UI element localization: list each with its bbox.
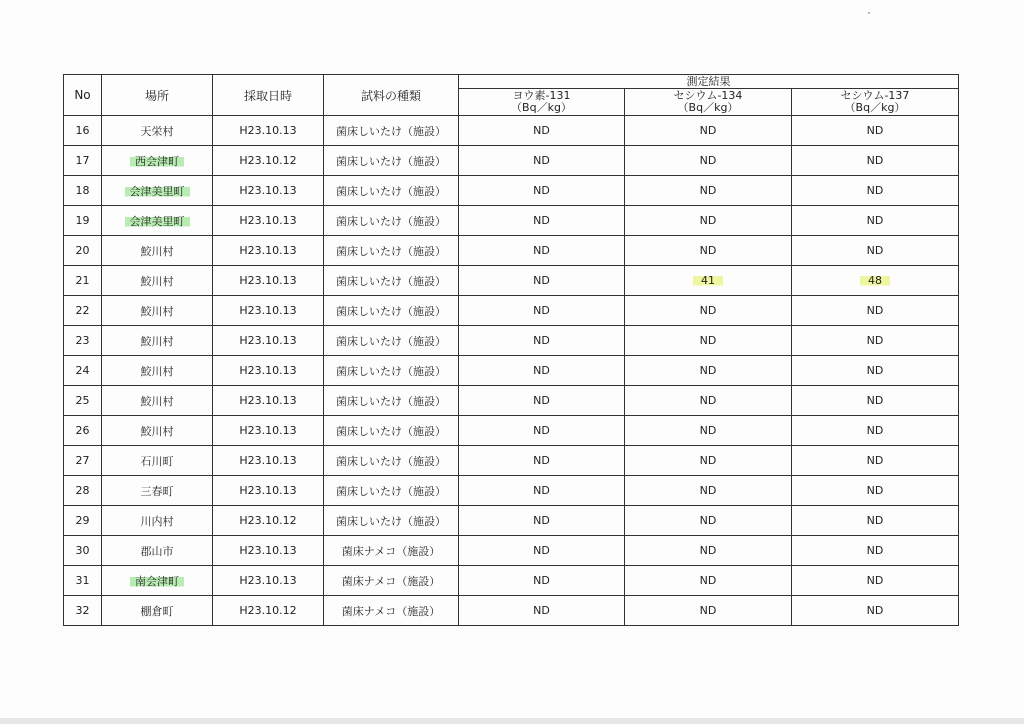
cell-cesium-134-text: ND — [699, 334, 717, 347]
cell-iodine-131 — [459, 356, 625, 386]
table-row — [64, 386, 959, 416]
cell-cesium-134 — [625, 386, 792, 416]
cell-location — [102, 506, 213, 536]
table-row — [64, 176, 959, 206]
cell-location-text: 天栄村 — [140, 124, 174, 138]
table-row — [64, 416, 959, 446]
cell-cesium-137-text: ND — [866, 454, 884, 467]
cell-location — [102, 476, 213, 506]
cell-cesium-134-text: ND — [699, 184, 717, 197]
cell-sample-type-text: 菌床しいたけ（施設） — [336, 274, 446, 288]
cell-location — [102, 566, 213, 596]
cell-iodine-131 — [459, 566, 625, 596]
cell-location — [102, 386, 213, 416]
cell-cesium-137-text: ND — [866, 544, 884, 557]
cell-cesium-134 — [625, 326, 792, 356]
cell-cesium-137-text: ND — [866, 154, 884, 167]
cell-date-text: H23.10.13 — [239, 484, 297, 497]
cell-location — [102, 356, 213, 386]
cell-location-text: 鮫川村 — [140, 304, 174, 318]
cell-date — [213, 506, 324, 536]
cell-sample-type — [324, 146, 459, 176]
cell-date-text: H23.10.13 — [239, 574, 297, 587]
cell-no — [64, 596, 102, 626]
cell-iodine-131-text: ND — [533, 574, 550, 587]
cell-date — [213, 596, 324, 626]
cell-location-text: 南会津町 — [130, 575, 184, 588]
cell-date — [213, 206, 324, 236]
cell-cesium-137 — [792, 146, 959, 176]
cell-iodine-131-text: ND — [533, 604, 550, 617]
cell-date — [213, 446, 324, 476]
cell-cesium-137-text: ND — [866, 364, 884, 377]
cell-no-text: 16 — [75, 124, 90, 137]
cell-location — [102, 176, 213, 206]
cell-date-text: H23.10.13 — [239, 454, 297, 467]
cell-iodine-131-text: ND — [533, 514, 550, 527]
cell-cesium-137 — [792, 176, 959, 206]
cell-iodine-131 — [459, 116, 625, 146]
cell-no-text: 18 — [75, 184, 90, 197]
measurement-results-table — [63, 74, 959, 626]
cell-date-text: H23.10.13 — [239, 364, 297, 377]
cell-cesium-134 — [625, 296, 792, 326]
cell-cesium-137-text: ND — [866, 244, 884, 257]
cell-iodine-131 — [459, 326, 625, 356]
cell-no — [64, 536, 102, 566]
cell-cesium-134 — [625, 506, 792, 536]
cell-cesium-134 — [625, 116, 792, 146]
cell-iodine-131 — [459, 176, 625, 206]
cell-cesium-134 — [625, 596, 792, 626]
table-row — [64, 296, 959, 326]
header-no: No — [64, 75, 102, 116]
cell-sample-type — [324, 206, 459, 236]
cell-cesium-137-text: ND — [866, 574, 884, 587]
cell-cesium-134-text: ND — [699, 214, 717, 227]
cell-cesium-137 — [792, 416, 959, 446]
table-row — [64, 146, 959, 176]
cell-location — [102, 326, 213, 356]
cell-location — [102, 416, 213, 446]
cell-location-text: 会津美里町 — [125, 215, 190, 228]
cell-location — [102, 206, 213, 236]
cell-cesium-137 — [792, 566, 959, 596]
cell-sample-type-text: 菌床しいたけ（施設） — [336, 484, 446, 498]
table-row — [64, 236, 959, 266]
cell-no — [64, 566, 102, 596]
cell-sample-type-text: 菌床しいたけ（施設） — [336, 364, 446, 378]
cell-cesium-137-text: ND — [866, 424, 884, 437]
cell-sample-type — [324, 536, 459, 566]
table-row — [64, 446, 959, 476]
cell-no-text: 27 — [75, 454, 90, 467]
cell-location-text: 郡山市 — [140, 544, 174, 558]
cell-sample-type-text: 菌床しいたけ（施設） — [336, 304, 446, 318]
cell-iodine-131-text: ND — [533, 394, 550, 407]
cell-sample-type — [324, 476, 459, 506]
cell-sample-type — [324, 116, 459, 146]
cell-cesium-137-text: 48 — [860, 274, 890, 287]
cell-no-text: 17 — [75, 154, 90, 167]
cell-cesium-137-text: ND — [866, 514, 884, 527]
cell-location-text: 川内村 — [140, 514, 174, 528]
cell-cesium-134-text: ND — [699, 544, 717, 557]
table-row — [64, 536, 959, 566]
cell-no-text: 28 — [75, 484, 90, 497]
cell-location-text: 西会津町 — [130, 155, 184, 168]
cell-cesium-137-text: ND — [866, 124, 884, 137]
cell-location — [102, 446, 213, 476]
cell-iodine-131-text: ND — [533, 184, 550, 197]
cell-cesium-134-text: ND — [699, 394, 717, 407]
cell-sample-type — [324, 386, 459, 416]
cell-location-text: 鮫川村 — [140, 274, 174, 288]
cell-cesium-137 — [792, 506, 959, 536]
cell-cesium-134 — [625, 356, 792, 386]
scan-bottom-edge — [0, 718, 1024, 724]
header-cesium-134-unit: （Bq／kg） — [677, 101, 739, 114]
cell-date — [213, 116, 324, 146]
cell-cesium-137-text: ND — [866, 214, 884, 227]
cell-sample-type-text: 菌床しいたけ（施設） — [336, 154, 446, 168]
cell-date-text: H23.10.13 — [239, 124, 297, 137]
cell-location — [102, 146, 213, 176]
cell-no — [64, 476, 102, 506]
cell-iodine-131 — [459, 506, 625, 536]
cell-cesium-134-text: ND — [699, 484, 717, 497]
cell-cesium-137-text: ND — [866, 484, 884, 497]
header-iodine-131-label: ヨウ素-131 — [512, 89, 571, 102]
cell-location-text: 棚倉町 — [140, 604, 174, 618]
cell-sample-type — [324, 326, 459, 356]
table-row — [64, 596, 959, 626]
cell-cesium-134 — [625, 176, 792, 206]
cell-sample-type-text: 菌床しいたけ（施設） — [336, 334, 446, 348]
cell-no — [64, 176, 102, 206]
cell-cesium-134 — [625, 146, 792, 176]
cell-iodine-131 — [459, 476, 625, 506]
header-cesium-134 — [625, 89, 792, 116]
cell-no — [64, 356, 102, 386]
cell-cesium-134 — [625, 566, 792, 596]
cell-sample-type-text: 菌床しいたけ（施設） — [336, 394, 446, 408]
cell-cesium-137 — [792, 326, 959, 356]
cell-date — [213, 476, 324, 506]
cell-location — [102, 236, 213, 266]
cell-sample-type — [324, 266, 459, 296]
table-row — [64, 266, 959, 296]
header-sample-type: 試料の種類 — [324, 75, 459, 116]
cell-cesium-134 — [625, 446, 792, 476]
cell-date-text: H23.10.12 — [239, 604, 297, 617]
cell-no — [64, 206, 102, 236]
header-cesium-137-unit: （Bq／kg） — [844, 101, 906, 114]
cell-cesium-134 — [625, 536, 792, 566]
cell-cesium-137-text: ND — [866, 304, 884, 317]
cell-no-text: 23 — [75, 334, 90, 347]
cell-date-text: H23.10.12 — [239, 154, 297, 167]
table-row — [64, 326, 959, 356]
cell-sample-type-text: 菌床ナメコ（施設） — [341, 604, 441, 618]
cell-cesium-134-text: ND — [699, 574, 717, 587]
cell-sample-type-text: 菌床ナメコ（施設） — [341, 574, 441, 588]
cell-location-text: 鮫川村 — [140, 394, 174, 408]
cell-iodine-131 — [459, 386, 625, 416]
cell-no-text: 21 — [75, 274, 90, 287]
cell-cesium-137 — [792, 386, 959, 416]
cell-sample-type-text: 菌床しいたけ（施設） — [336, 124, 446, 138]
cell-sample-type — [324, 176, 459, 206]
cell-cesium-134-text: ND — [699, 304, 717, 317]
cell-no — [64, 506, 102, 536]
header-results-group: 測定結果 — [459, 75, 959, 89]
cell-date-text: H23.10.13 — [239, 394, 297, 407]
cell-cesium-137 — [792, 536, 959, 566]
cell-location-text: 鮫川村 — [140, 244, 174, 258]
cell-cesium-134-text: ND — [699, 154, 717, 167]
cell-date — [213, 236, 324, 266]
cell-no — [64, 386, 102, 416]
cell-iodine-131 — [459, 536, 625, 566]
cell-cesium-134-text: ND — [699, 604, 717, 617]
cell-no-text: 26 — [75, 424, 90, 437]
cell-iodine-131-text: ND — [533, 334, 550, 347]
cell-no — [64, 146, 102, 176]
cell-no-text: 22 — [75, 304, 90, 317]
cell-sample-type — [324, 416, 459, 446]
header-location: 場所 — [102, 75, 213, 116]
cell-location-text: 会津美里町 — [125, 185, 190, 198]
header-date: 採取日時 — [213, 75, 324, 116]
cell-iodine-131 — [459, 416, 625, 446]
cell-cesium-134-text: 41 — [693, 274, 723, 287]
cell-no-text: 19 — [75, 214, 90, 227]
cell-sample-type — [324, 566, 459, 596]
cell-no-text: 29 — [75, 514, 90, 527]
table-row — [64, 566, 959, 596]
cell-no — [64, 266, 102, 296]
cell-cesium-134 — [625, 476, 792, 506]
cell-date — [213, 266, 324, 296]
cell-cesium-137 — [792, 116, 959, 146]
cell-date — [213, 356, 324, 386]
cell-location-text: 鮫川村 — [140, 364, 174, 378]
cell-sample-type — [324, 446, 459, 476]
cell-location — [102, 536, 213, 566]
cell-no — [64, 116, 102, 146]
cell-no-text: 32 — [75, 604, 90, 617]
cell-iodine-131-text: ND — [533, 124, 550, 137]
cell-sample-type — [324, 506, 459, 536]
cell-cesium-137 — [792, 446, 959, 476]
cell-iodine-131-text: ND — [533, 244, 550, 257]
cell-iodine-131-text: ND — [533, 544, 550, 557]
table-row — [64, 116, 959, 146]
cell-no — [64, 236, 102, 266]
cell-location-text: 三春町 — [140, 484, 174, 498]
cell-no — [64, 296, 102, 326]
cell-no — [64, 446, 102, 476]
cell-sample-type-text: 菌床しいたけ（施設） — [336, 184, 446, 198]
cell-cesium-134-text: ND — [699, 514, 717, 527]
cell-cesium-137-text: ND — [866, 334, 884, 347]
cell-sample-type-text: 菌床ナメコ（施設） — [341, 544, 441, 558]
cell-no-text: 24 — [75, 364, 90, 377]
header-cesium-137-label: セシウム-137 — [840, 89, 910, 102]
cell-date-text: H23.10.13 — [239, 334, 297, 347]
cell-date-text: H23.10.12 — [239, 514, 297, 527]
cell-sample-type — [324, 236, 459, 266]
cell-cesium-134-text: ND — [699, 124, 717, 137]
cell-date — [213, 296, 324, 326]
table-row — [64, 476, 959, 506]
cell-date-text: H23.10.13 — [239, 184, 297, 197]
cell-no-text: 25 — [75, 394, 90, 407]
cell-cesium-137-text: ND — [866, 604, 884, 617]
header-cesium-134-label: セシウム-134 — [673, 89, 743, 102]
cell-iodine-131 — [459, 206, 625, 236]
cell-location-text: 石川町 — [140, 454, 174, 468]
cell-date — [213, 566, 324, 596]
scan-speck — [868, 12, 870, 14]
cell-location-text: 鮫川村 — [140, 424, 174, 438]
cell-location — [102, 266, 213, 296]
cell-cesium-137 — [792, 596, 959, 626]
cell-date — [213, 146, 324, 176]
cell-iodine-131 — [459, 146, 625, 176]
cell-sample-type — [324, 296, 459, 326]
cell-cesium-134-text: ND — [699, 244, 717, 257]
cell-iodine-131 — [459, 266, 625, 296]
cell-sample-type-text: 菌床しいたけ（施設） — [336, 424, 446, 438]
cell-iodine-131 — [459, 236, 625, 266]
cell-date-text: H23.10.13 — [239, 304, 297, 317]
cell-iodine-131-text: ND — [533, 274, 550, 287]
cell-iodine-131-text: ND — [533, 454, 550, 467]
cell-cesium-134 — [625, 416, 792, 446]
cell-date-text: H23.10.13 — [239, 244, 297, 257]
cell-iodine-131-text: ND — [533, 304, 550, 317]
cell-date-text: H23.10.13 — [239, 214, 297, 227]
cell-date-text: H23.10.13 — [239, 274, 297, 287]
cell-sample-type-text: 菌床しいたけ（施設） — [336, 214, 446, 228]
cell-iodine-131-text: ND — [533, 484, 550, 497]
header-cesium-137 — [792, 89, 959, 116]
cell-cesium-137-text: ND — [866, 184, 884, 197]
cell-sample-type — [324, 596, 459, 626]
table-row — [64, 506, 959, 536]
cell-no-text: 31 — [75, 574, 90, 587]
cell-iodine-131-text: ND — [533, 364, 550, 377]
cell-date-text: H23.10.13 — [239, 424, 297, 437]
cell-cesium-137-text: ND — [866, 394, 884, 407]
cell-location — [102, 296, 213, 326]
cell-cesium-137 — [792, 296, 959, 326]
cell-location-text: 鮫川村 — [140, 334, 174, 348]
cell-cesium-134 — [625, 206, 792, 236]
cell-sample-type-text: 菌床しいたけ（施設） — [336, 454, 446, 468]
cell-cesium-134-text: ND — [699, 454, 717, 467]
header-iodine-131 — [459, 89, 625, 116]
cell-date — [213, 386, 324, 416]
cell-sample-type-text: 菌床しいたけ（施設） — [336, 244, 446, 258]
cell-iodine-131 — [459, 596, 625, 626]
table-row — [64, 206, 959, 236]
cell-sample-type-text: 菌床しいたけ（施設） — [336, 514, 446, 528]
cell-date — [213, 326, 324, 356]
cell-cesium-137 — [792, 206, 959, 236]
cell-date-text: H23.10.13 — [239, 544, 297, 557]
cell-cesium-137 — [792, 476, 959, 506]
cell-cesium-137 — [792, 236, 959, 266]
cell-cesium-134 — [625, 236, 792, 266]
cell-no — [64, 326, 102, 356]
cell-cesium-134 — [625, 266, 792, 296]
cell-no-text: 30 — [75, 544, 90, 557]
cell-date — [213, 176, 324, 206]
cell-iodine-131 — [459, 296, 625, 326]
cell-location — [102, 116, 213, 146]
cell-iodine-131-text: ND — [533, 154, 550, 167]
cell-cesium-134-text: ND — [699, 424, 717, 437]
cell-cesium-137 — [792, 356, 959, 386]
cell-no — [64, 416, 102, 446]
table-row — [64, 356, 959, 386]
cell-location — [102, 596, 213, 626]
cell-sample-type — [324, 356, 459, 386]
cell-iodine-131-text: ND — [533, 424, 550, 437]
cell-date — [213, 416, 324, 446]
cell-no-text: 20 — [75, 244, 90, 257]
cell-cesium-137 — [792, 266, 959, 296]
header-iodine-131-unit: （Bq／kg） — [511, 101, 572, 114]
cell-date — [213, 536, 324, 566]
cell-cesium-134-text: ND — [699, 364, 717, 377]
cell-iodine-131-text: ND — [533, 214, 550, 227]
cell-iodine-131 — [459, 446, 625, 476]
